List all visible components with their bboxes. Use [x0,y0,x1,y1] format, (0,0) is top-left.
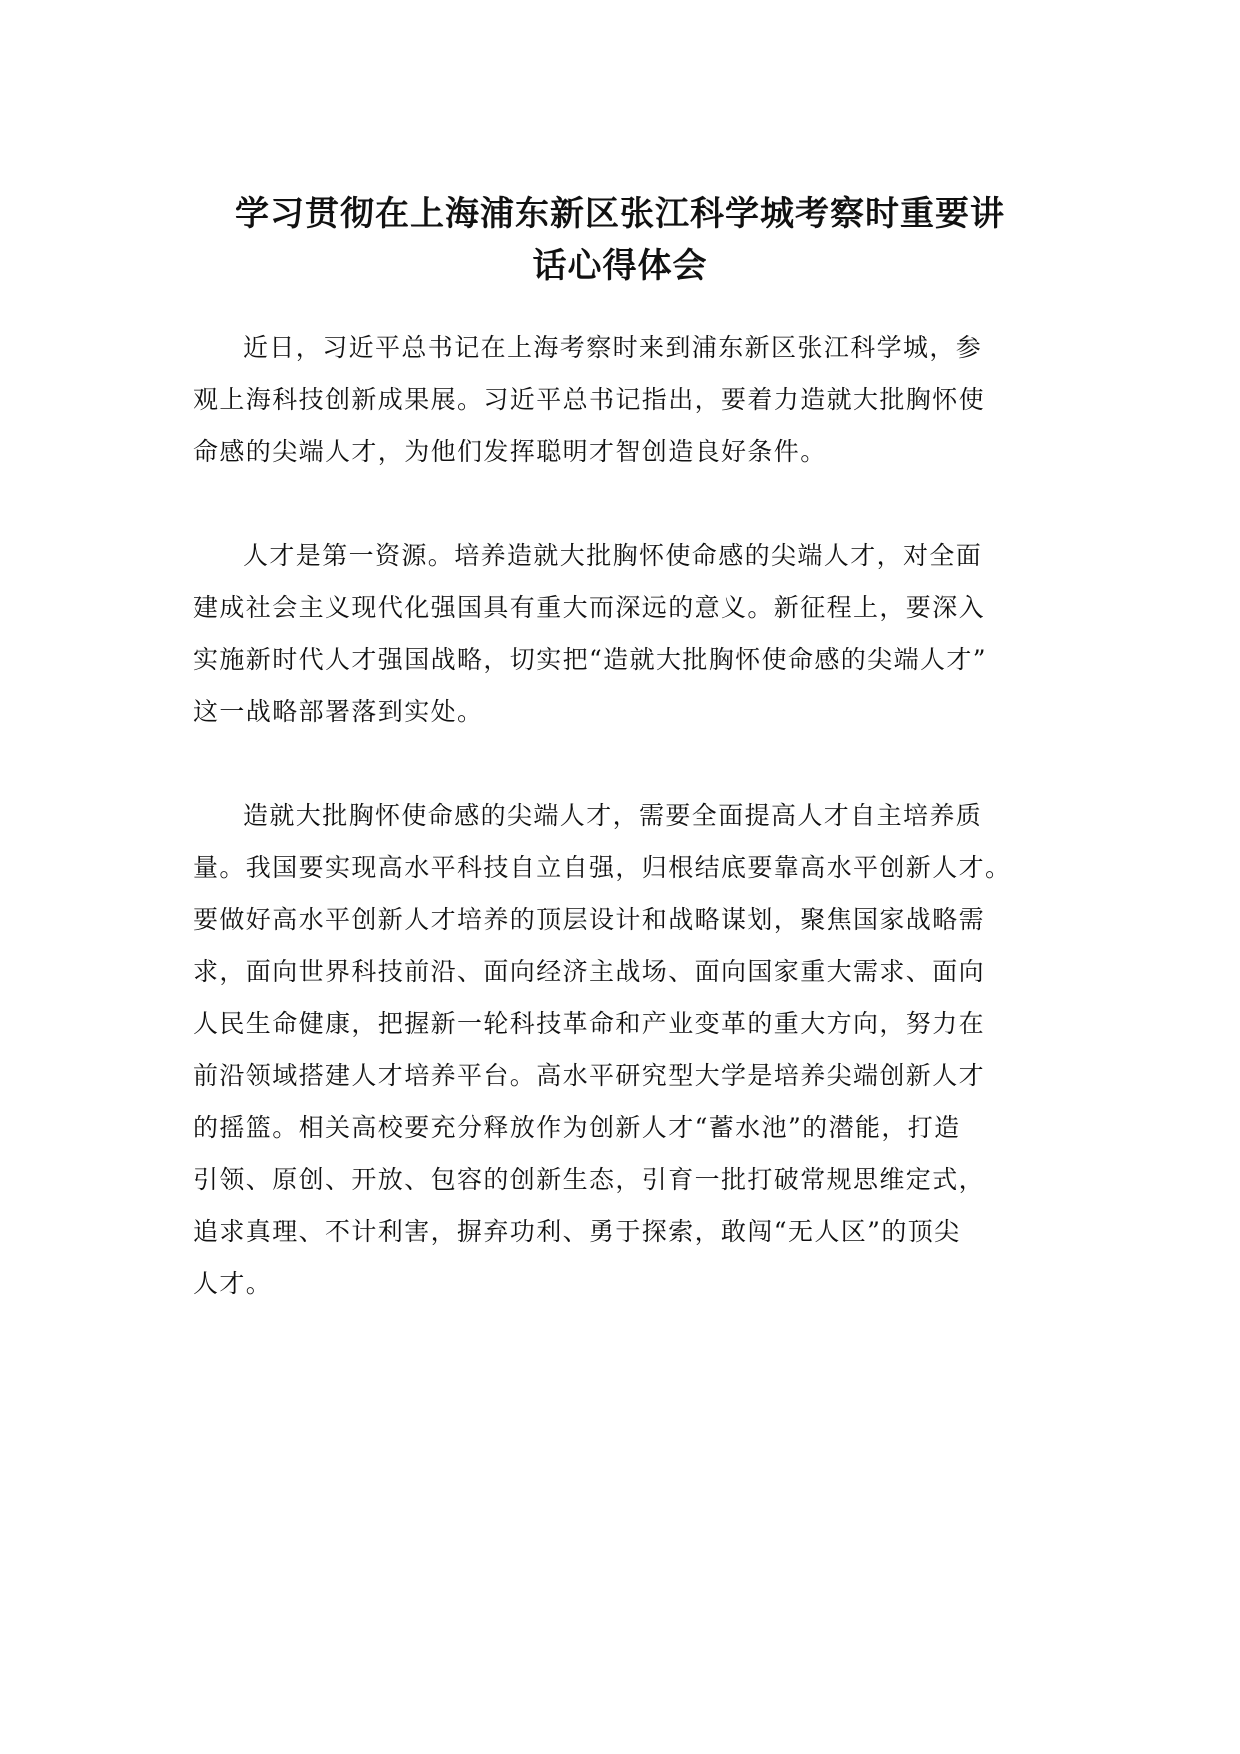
document-body [193,322,1053,1310]
title-line: 学习贯彻在上海浦东新区张江科学城考察时重要讲 [235,194,1005,234]
paragraph [193,790,1053,1310]
paragraph-line: 量。我国要实现高水平科技自立自强，归根结底要靠高水平创新人才。 [193,853,1012,882]
paragraph-line: 引领、原创、开放、包容的创新生态，引育一批打破常规思维定式， [193,1165,986,1194]
title-line: 话心得体会 [532,246,708,286]
paragraph-line: 追求真理、不计利害，摒弃功利、勇于探索，敢闯“无人区”的顶尖 [193,1217,961,1246]
paragraph-line: 命感的尖端人才，为他们发挥聪明才智创造良好条件。 [193,437,827,466]
paragraph-line: 观上海科技创新成果展。习近平总书记指出，要着力造就大批胸怀使 [193,385,986,414]
paragraph-line: 实施新时代人才强国战略，切实把“造就大批胸怀使命感的尖端人才” [193,645,987,674]
paragraph-line: 前沿领域搭建人才培养平台。高水平研究型大学是培养尖端创新人才 [193,1061,986,1090]
paragraph [193,322,1053,478]
paragraph [193,530,1053,738]
paragraph-line: 建成社会主义现代化强国具有重大而深远的意义。新征程上，要深入 [193,593,986,622]
document-title [190,188,1050,292]
paragraph-line: 人才。 [193,1269,273,1298]
paragraph-line: 的摇篮。相关高校要充分释放作为创新人才“蓄水池”的潜能，打造 [193,1113,961,1142]
paragraph-line: 人才是第一资源。培养造就大批胸怀使命感的尖端人才，对全面 [243,541,983,570]
paragraph-line: 这一战略部署落到实处。 [193,697,484,726]
paragraph-line: 近日，习近平总书记在上海考察时来到浦东新区张江科学城，参 [243,333,983,362]
paragraph-line: 人民生命健康，把握新一轮科技革命和产业变革的重大方向，努力在 [193,1009,986,1038]
paragraph-line: 求，面向世界科技前沿、面向经济主战场、面向国家重大需求、面向 [193,957,986,986]
paragraph-line: 造就大批胸怀使命感的尖端人才，需要全面提高人才自主培养质 [243,801,983,830]
paragraph-line: 要做好高水平创新人才培养的顶层设计和战略谋划，聚焦国家战略需 [193,905,986,934]
